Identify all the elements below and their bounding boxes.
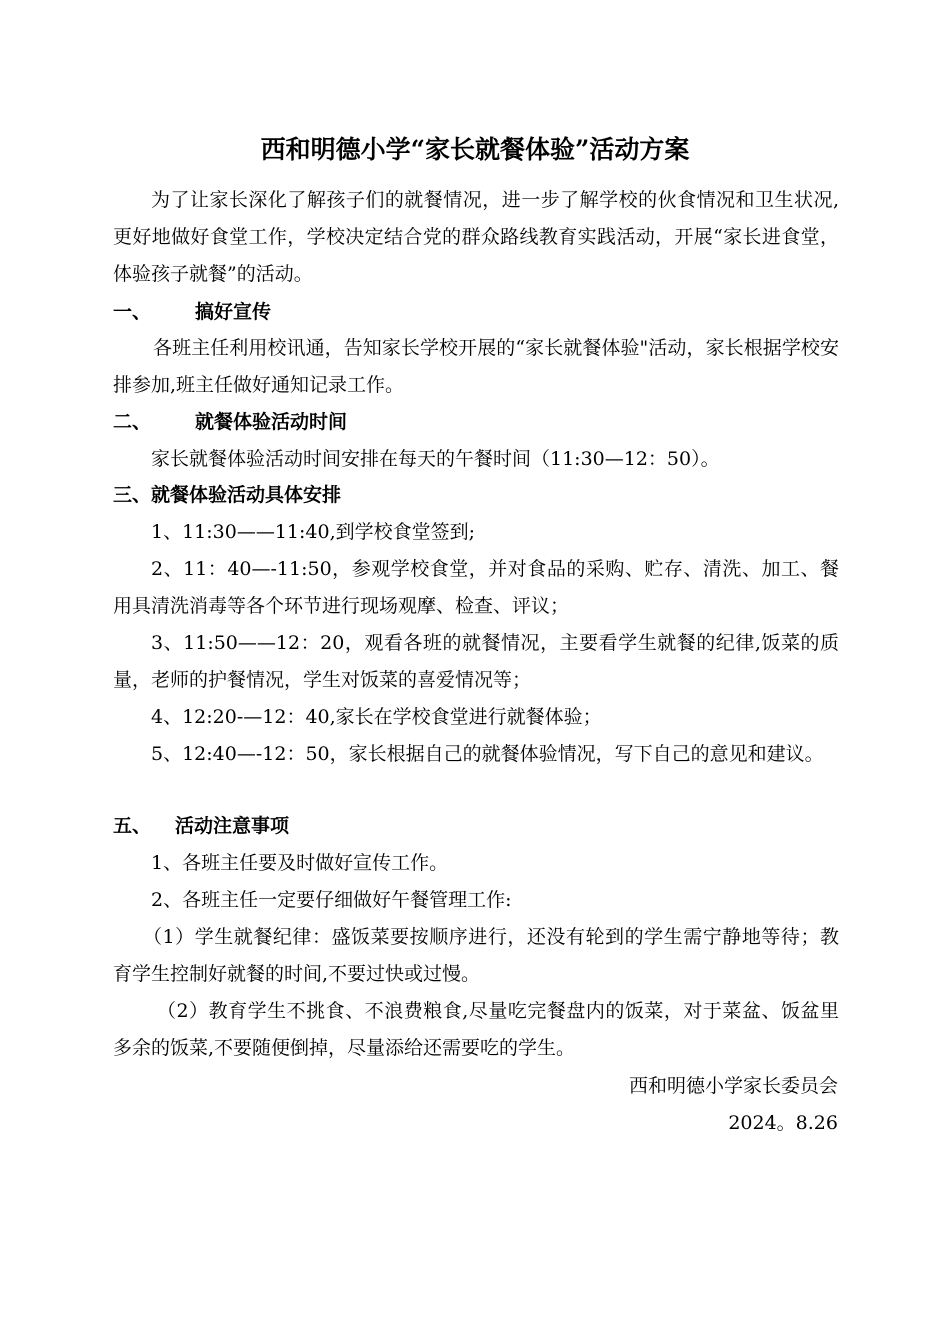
section-3-item-5: 5、12:40—-12：50，家长根据自己的就餐体验情况，写下自己的意见和建议。 (151, 743, 824, 765)
section-3-heading (113, 477, 341, 514)
section-1-title: 搞好宣传 (195, 301, 272, 323)
section-2-title: 就餐体验活动时间 (195, 411, 348, 433)
section-3-number: 三、 (113, 484, 152, 506)
section-1-body: 各班主任利用校讯通，告知家长学校开展的“家长就餐体验"活动，家长根据学校安排参加,班主任做好通知记录工作。 (113, 337, 839, 396)
intro-paragraph: 为了让家长深化了解孩子们的就餐情况，进一步了解学校的伙食情况和卫生状况,更好地做好食堂工作，学校决定结合党的群众路线教育实践活动，开展“家长进食堂，体验孩子就餐”的活动。 (113, 189, 839, 285)
section-5-number: 五、 (113, 815, 152, 837)
section-3-item-1: 1、11:30——11:40,到学校食堂签到; (151, 521, 476, 543)
section-1-number: 一、 (113, 301, 152, 323)
section-3-item-4: 4、12:20-—12：40,家长在学校食堂进行就餐体验； (151, 706, 602, 728)
section-5-item-4: （2）教育学生不挑食、不浪费粮食,尽量吃完餐盘内的饭菜，对于菜盆、饭盆里多余的饭菜,不要随便倒掉，尽量添给还需要吃的学生。 (113, 1000, 839, 1059)
section-1-heading (113, 294, 271, 331)
section-5-heading (113, 808, 289, 845)
section-3-item-2: 2、11：40—-11:50，参观学校食堂，并对食品的采购、贮存、清洗、加工、餐用具清洗消毒等各个环节进行现场观摩、检查、评议； (113, 558, 839, 617)
document-date: 2024。8.26 (728, 1112, 838, 1134)
section-5-item-3: （1）学生就餐纪律：盛饭菜要按顺序进行，还没有轮到的学生需宁静地等待；教育学生控制好就餐的时间,不要过快或过慢。 (113, 926, 839, 985)
section-3-title: 就餐体验活动具体安排 (151, 484, 342, 506)
section-5-item-2: 2、各班主任一定要仔细做好午餐管理工作: (151, 889, 512, 911)
section-5-item-1: 1、各班主任要及时做好宣传工作。 (151, 852, 449, 874)
section-2-body: 家长就餐体验活动时间安排在每天的午餐时间（11:30—12：50）。 (151, 448, 720, 470)
signature: 西和明德小学家长委员会 (628, 1075, 838, 1097)
document-title: 西和明德小学“家长就餐体验”活动方案 (260, 135, 690, 164)
section-2-heading (113, 404, 347, 441)
section-2-number: 二、 (113, 411, 152, 433)
section-5-title: 活动注意事项 (175, 815, 290, 837)
section-3-item-3: 3、11:50——12：20，观看各班的就餐情况，主要看学生就餐的纪律,饭菜的质量，老师的护餐情况，学生对饭菜的喜爱情况等； (113, 632, 839, 691)
